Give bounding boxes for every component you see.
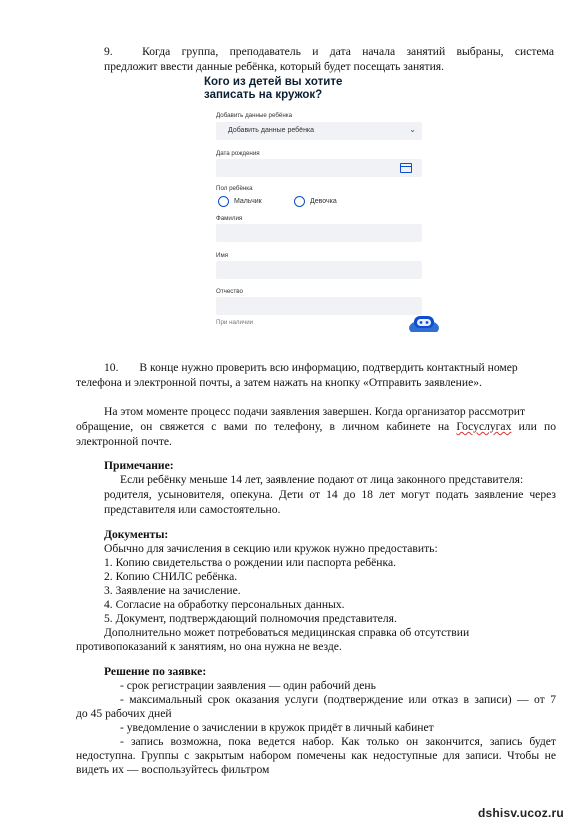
gosuslugi-link[interactable]: Госуслугах <box>456 420 512 433</box>
decision-line6: недоступна. Группы с закрытым набором помечены как недоступные для записи. Чтобы не <box>76 749 556 762</box>
final-line2: обращение, он свяжется с вами по телефону, в личном кабинете на Госуслугах или по <box>76 420 556 433</box>
step10-line2: телефона и электронной почты, а затем нажать на кнопку «Отправить заявление». <box>76 376 482 389</box>
chevron-down-icon: ⌄ <box>409 125 416 134</box>
form-screenshot <box>196 76 444 332</box>
female-radio[interactable] <box>294 196 305 207</box>
dob-input[interactable] <box>216 159 422 177</box>
step9-number: 9. <box>104 45 113 58</box>
form-title: Кого из детей вы хотите записать на кружок? <box>204 76 343 101</box>
male-radio[interactable] <box>218 196 229 207</box>
name-input[interactable] <box>216 261 422 279</box>
decision-line7: видеть их — воспользуйтесь фильтром <box>76 763 270 776</box>
patronymic-input[interactable] <box>216 297 422 315</box>
male-label: Мальчик <box>234 198 262 205</box>
decision-heading: Решение по заявке: <box>104 665 207 678</box>
robot-assistant-icon[interactable] <box>408 308 440 332</box>
decision-line4: - уведомление о зачислении в кружок придёт в личный кабинет <box>120 721 434 734</box>
child-select[interactable]: Добавить данные ребёнка ⌄ <box>216 122 422 140</box>
decision-line3: до 45 рабочих дней <box>76 707 172 720</box>
note-line3: представителя или самостоятельно. <box>104 503 281 516</box>
docs-item-3: 3. Заявление на зачисление. <box>104 584 241 597</box>
step9-line1: 9. Когда группа, преподаватель и дата начала занятий выбраны, система <box>104 45 555 58</box>
docs-intro: Обычно для зачисления в секцию или кружок нужно предоставить: <box>104 542 438 555</box>
final-line1: На этом моменте процесс подачи заявления завершен. Когда организатор рассмотрит <box>104 405 526 418</box>
calendar-icon[interactable] <box>400 163 412 173</box>
docs-heading: Документы: <box>104 528 169 541</box>
dob-label: Дата рождения <box>216 150 260 157</box>
surname-input[interactable] <box>216 224 422 242</box>
docs-item-4: 4. Согласие на обработку персональных данных. <box>104 598 345 611</box>
name-label: Имя <box>216 252 229 259</box>
note-heading: Примечание: <box>104 459 174 472</box>
female-label: Девочка <box>310 198 337 205</box>
decision-line2: - максимальный срок оказания услуги (подтверждение или отказ в записи) — от 7 <box>120 693 556 706</box>
child-label: Добавить данные ребёнка <box>216 112 293 119</box>
note-line2: родителя, усыновителя, опекуна. Дети от 14 до 18 лет могут подать заявление через <box>104 488 556 501</box>
step10-number: 10. <box>104 361 119 374</box>
step9-line2: предложит ввести данные ребёнка, который будет посещать занятия. <box>104 60 445 73</box>
docs-extra-1: Дополнительно может потребоваться медицинская справка об отсутствии <box>104 626 470 639</box>
docs-item-5: 5. Документ, подтверждающий полномочия представителя. <box>104 612 397 625</box>
docs-extra-2: противопоказаний к занятиям, но она нужна не везде. <box>76 640 342 653</box>
patronymic-label: Отчество <box>216 288 243 295</box>
decision-line5: - запись возможна, пока ведется набор. Как только он закончится, запись будет <box>120 735 556 748</box>
decision-line1: - срок регистрации заявления — один рабочий день <box>120 679 376 692</box>
step10-line1: 10. В конце нужно проверить всю информацию, подтвердить контактный номер <box>104 361 518 374</box>
note-line1: Если ребёнку меньше 14 лет, заявление подают от лица законного представителя: <box>120 473 524 486</box>
gender-label: Пол ребёнка <box>216 185 253 192</box>
docs-item-2: 2. Копию СНИЛС ребёнка. <box>104 570 238 583</box>
docs-item-1: 1. Копию свидетельства о рождении или паспорта ребёнка. <box>104 556 396 569</box>
final-line3: электронной почте. <box>76 435 172 448</box>
patronymic-hint: При наличии <box>216 319 254 326</box>
surname-label: Фамилия <box>216 215 243 222</box>
site-watermark: dshisv.ucoz.ru <box>478 806 564 820</box>
